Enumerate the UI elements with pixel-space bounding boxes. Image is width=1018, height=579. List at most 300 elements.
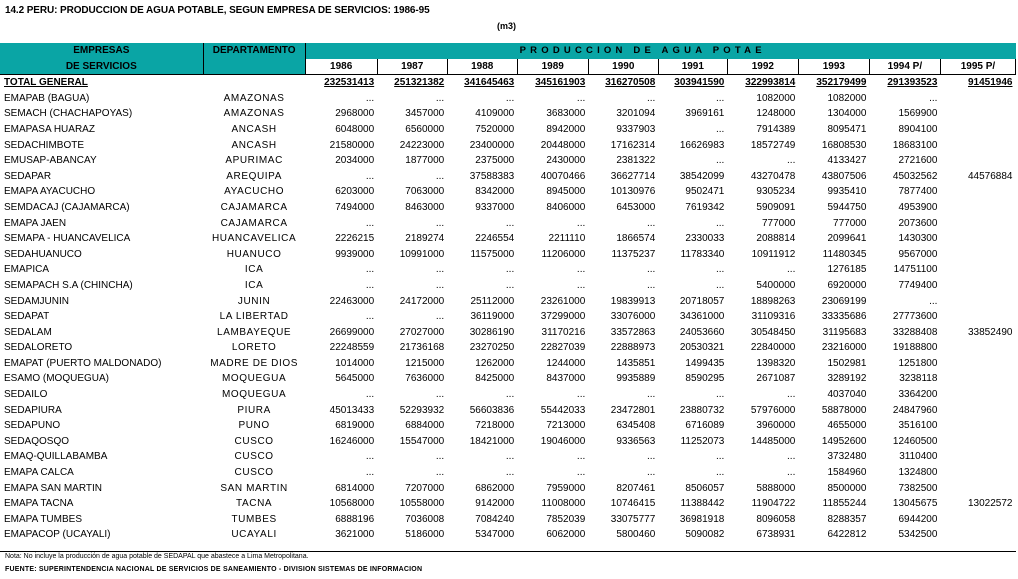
value-cell: 3621000 (335, 529, 375, 541)
value-cell: ... (576, 264, 586, 276)
value-cell: 4037040 (827, 389, 867, 401)
empresa-cell: EMAPA SAN MARTIN (4, 482, 102, 494)
total-value: 345161903 (535, 77, 586, 89)
value-cell (940, 527, 1015, 543)
departamento-cell: ICA (244, 279, 264, 291)
value-cell: 7218000 (475, 420, 515, 432)
value-cell: 37299000 (540, 311, 586, 323)
value-cell: 2189274 (405, 233, 445, 245)
value-cell (940, 294, 1015, 310)
production-table (0, 43, 1016, 543)
value-cell: 57976000 (750, 404, 796, 416)
empresa-cell: EMAQ-QUILLABAMBA (4, 451, 108, 463)
empresa-cell: SEDALORETO (4, 342, 73, 354)
value-cell (940, 138, 1015, 154)
value-cell: 24847960 (892, 404, 938, 416)
year-header: 1989 (517, 59, 588, 75)
value-cell: 23472801 (610, 404, 656, 416)
year-header: 1994 P/ (869, 59, 940, 75)
value-cell: 11480345 (822, 248, 867, 260)
empresa-cell: EMAPA JAEN (4, 217, 67, 229)
value-cell: 21580000 (329, 139, 375, 151)
value-cell (940, 371, 1015, 387)
year-header: 1986 (305, 59, 377, 75)
value-cell: 777000 (833, 217, 867, 229)
value-cell: 7749400 (898, 279, 938, 291)
value-cell: 8207461 (616, 482, 656, 494)
value-cell: ... (576, 389, 586, 401)
value-cell: 33288408 (892, 326, 938, 338)
unit-label: (m3) (497, 21, 517, 31)
value-cell: 22248559 (329, 342, 375, 354)
departamento-cell: LAMBAYEQUE (217, 326, 292, 338)
empresa-cell: SEMAPA - HUANCAVELICA (4, 233, 131, 245)
value-cell: ... (435, 389, 445, 401)
value-cell: 7494000 (335, 201, 375, 213)
value-cell (940, 465, 1015, 481)
value-cell: 18572749 (750, 139, 796, 151)
value-cell: ... (505, 279, 515, 291)
value-cell: 6819000 (335, 420, 375, 432)
value-cell (940, 356, 1015, 372)
value-cell: ... (505, 264, 515, 276)
value-cell: ... (435, 279, 445, 291)
empresa-cell: SEMACH (CHACHAPOYAS) (4, 108, 133, 120)
empresa-cell: SEDALAM (4, 326, 52, 338)
value-cell: ... (505, 389, 515, 401)
table-row (0, 371, 1016, 387)
value-cell (940, 91, 1015, 107)
value-cell: 33076000 (610, 311, 656, 323)
departamento-cell: ANCASH (231, 123, 277, 135)
value-cell: 11252073 (680, 435, 725, 447)
value-cell: 20530321 (679, 342, 725, 354)
value-cell: 58878000 (821, 404, 867, 416)
departamento-cell: CUSCO (234, 467, 274, 479)
empresa-cell: EMAPACOP (UCAYALI) (4, 529, 111, 541)
value-cell: 24223000 (399, 139, 445, 151)
value-cell: ... (365, 389, 375, 401)
total-label: TOTAL GENERAL (4, 77, 88, 89)
value-cell: 5800460 (616, 529, 656, 541)
value-cell: 8437000 (546, 373, 586, 385)
value-cell: 4133427 (827, 155, 867, 167)
value-cell: 16246000 (329, 435, 375, 447)
value-cell: 6560000 (405, 123, 445, 135)
value-cell: 2034000 (335, 155, 375, 167)
departamento-cell: MOQUEGUA (221, 373, 287, 385)
value-cell: 3960000 (756, 420, 796, 432)
value-cell: 38542099 (679, 170, 725, 182)
value-cell: ... (435, 92, 445, 104)
departamento-cell: ICA (244, 264, 264, 276)
value-cell (940, 278, 1015, 294)
year-header: 1992 (727, 59, 798, 75)
year-header: 1987 (377, 59, 447, 75)
value-cell: ... (365, 92, 375, 104)
value-cell: 7382500 (898, 482, 938, 494)
empresa-cell: EMAPA AYACUCHO (4, 186, 96, 198)
header-row-1 (0, 43, 1016, 59)
value-cell: 3238118 (899, 373, 938, 385)
table-row (0, 309, 1016, 325)
table-row (0, 184, 1016, 200)
value-cell: 22827039 (540, 342, 586, 354)
empresa-cell: EMUSAP-ABANCAY (4, 155, 97, 167)
value-cell: 6920000 (827, 279, 867, 291)
empresa-cell: SEMAPACH S.A (CHINCHA) (4, 279, 133, 291)
value-cell: ... (576, 279, 586, 291)
value-cell: 7636000 (405, 373, 445, 385)
total-value: 291393523 (887, 77, 938, 89)
value-cell: 8590295 (685, 373, 725, 385)
value-cell (940, 418, 1015, 434)
empresa-cell: EMAPA TACNA (4, 498, 74, 510)
departamento-cell: CAJAMARCA (220, 201, 288, 213)
value-cell: 8500000 (827, 482, 867, 494)
header-de-servicios: DE SERVICIOS (0, 59, 203, 75)
value-cell: ... (505, 451, 515, 463)
value-cell: ... (435, 170, 445, 182)
value-cell: ... (646, 389, 656, 401)
table-row (0, 262, 1016, 278)
empresa-cell: SEDAPUNO (4, 420, 61, 432)
value-cell: 23069199 (821, 295, 867, 307)
value-cell: 8463000 (405, 201, 445, 213)
value-cell: ... (787, 264, 796, 276)
value-cell: 6422812 (827, 529, 867, 541)
value-cell: 56603836 (469, 404, 515, 416)
value-cell: ... (715, 123, 725, 135)
value-cell: 1569900 (898, 108, 938, 120)
empresa-cell: SEDAPIURA (4, 404, 62, 416)
value-cell: 4109000 (475, 108, 515, 120)
value-cell: 7063000 (405, 186, 445, 198)
departamento-cell: PUNO (238, 420, 270, 432)
value-cell: 12460500 (892, 435, 938, 447)
value-cell: 5645000 (335, 373, 375, 385)
table-row (0, 294, 1016, 310)
table-row (0, 138, 1016, 154)
value-cell: 1262000 (475, 357, 515, 369)
value-cell: 8425000 (475, 373, 515, 385)
value-cell: 13022572 (968, 498, 1013, 510)
value-cell: ... (929, 92, 938, 104)
value-cell: 1499435 (685, 357, 725, 369)
value-cell: 14751100 (893, 264, 938, 276)
value-cell: 10130976 (610, 186, 656, 198)
table-row (0, 481, 1016, 497)
empresa-cell: SEMDACAJ (CAJAMARCA) (4, 201, 130, 213)
value-cell: ... (715, 451, 725, 463)
value-cell: 27027000 (399, 326, 445, 338)
value-cell: 1430300 (898, 233, 938, 245)
value-cell: 6453000 (616, 201, 656, 213)
value-cell: 24053660 (679, 326, 725, 338)
table-row (0, 340, 1016, 356)
value-cell: 1082000 (827, 92, 867, 104)
value-cell: 5186000 (405, 529, 445, 541)
table-row (0, 106, 1016, 122)
value-cell: ... (576, 217, 586, 229)
empresa-cell: EMAPASA HUARAZ (4, 123, 95, 135)
value-cell: 20718057 (679, 295, 725, 307)
total-value: 303941590 (674, 77, 725, 89)
empresa-cell: SEDAQOSQO (4, 435, 70, 447)
value-cell: ... (576, 451, 586, 463)
value-cell: 5347000 (475, 529, 515, 541)
value-cell: 11008000 (541, 498, 586, 510)
value-cell: 8288357 (827, 513, 867, 525)
value-cell (940, 184, 1015, 200)
empresa-cell: EMAPAB (BAGUA) (4, 92, 90, 104)
empresa-cell: SEDAILO (4, 389, 48, 401)
value-cell: 10568000 (329, 498, 375, 510)
table-row (0, 387, 1016, 403)
total-value: 251321382 (394, 77, 445, 89)
value-cell: ... (435, 311, 445, 323)
value-cell: 7619342 (685, 201, 725, 213)
value-cell: ... (365, 279, 375, 291)
value-cell: 31170216 (541, 326, 586, 338)
table-row (0, 216, 1016, 232)
value-cell: 14485000 (750, 435, 796, 447)
value-cell: 22888973 (610, 342, 656, 354)
value-cell: 6888196 (335, 513, 375, 525)
value-cell: 37588383 (469, 170, 515, 182)
value-cell: 1251800 (898, 357, 938, 369)
value-cell: 33852490 (968, 326, 1013, 338)
value-cell: 7207000 (405, 482, 445, 494)
value-cell: 2099641 (827, 233, 867, 245)
value-cell: ... (929, 295, 938, 307)
value-cell: 7084240 (475, 513, 515, 525)
table-row (0, 325, 1016, 341)
table-row (0, 465, 1016, 481)
value-cell: ... (646, 92, 656, 104)
value-cell: 1276185 (827, 264, 867, 276)
value-cell: 17162314 (610, 139, 656, 151)
departamento-cell: JUNIN (237, 295, 271, 307)
header-departamento: DEPARTAMENTO (203, 43, 305, 59)
value-cell: 55442033 (540, 404, 586, 416)
total-value: 352179499 (816, 77, 867, 89)
value-cell: 2721600 (898, 155, 938, 167)
value-cell: 8942000 (546, 123, 586, 135)
table-row (0, 247, 1016, 263)
table-row (0, 449, 1016, 465)
value-cell: ... (715, 389, 725, 401)
value-cell: 23261000 (540, 295, 586, 307)
table-row (0, 356, 1016, 372)
value-cell: 1435851 (616, 357, 656, 369)
value-cell: 43270478 (750, 170, 796, 182)
value-cell: 1215000 (405, 357, 445, 369)
value-cell (940, 340, 1015, 356)
value-cell: 5944750 (827, 201, 867, 213)
table-row (0, 434, 1016, 450)
value-cell: 11575000 (470, 248, 515, 260)
value-cell: 3201094 (616, 108, 656, 120)
empresa-cell: EMAPICA (4, 264, 50, 276)
value-cell: ... (715, 279, 725, 291)
value-cell: 43807506 (821, 170, 867, 182)
departamento-cell: MOQUEGUA (221, 389, 287, 401)
departamento-cell: HUANUCO (226, 248, 282, 260)
value-cell (940, 403, 1015, 419)
value-cell: 2381322 (616, 155, 656, 167)
value-cell (940, 434, 1015, 450)
value-cell: ... (787, 389, 796, 401)
empresa-cell: EMAPAT (PUERTO MALDONADO) (4, 357, 162, 369)
value-cell: 11375237 (611, 248, 656, 260)
value-cell: 3732480 (827, 451, 867, 463)
value-cell: 7213000 (546, 420, 586, 432)
value-cell (940, 387, 1015, 403)
value-cell: 6814000 (335, 482, 375, 494)
value-cell: 9502471 (685, 186, 725, 198)
value-cell: ... (715, 155, 725, 167)
value-cell (940, 216, 1015, 232)
value-cell: 2671087 (756, 373, 796, 385)
value-cell: 6862000 (475, 482, 515, 494)
total-dep (203, 75, 305, 91)
value-cell: 7520000 (475, 123, 515, 135)
table-row (0, 278, 1016, 294)
value-cell: 7914389 (756, 123, 796, 135)
empresa-cell: EMAPA CALCA (4, 467, 74, 479)
value-cell: 3364200 (898, 389, 938, 401)
value-cell: ... (646, 264, 656, 276)
value-cell: 19839913 (610, 295, 656, 307)
value-cell: 1584960 (827, 467, 867, 479)
value-cell: 9142000 (475, 498, 515, 510)
empresa-cell: ESAMO (MOQUEGUA) (4, 373, 110, 385)
value-cell: 8506057 (685, 482, 725, 494)
value-cell: ... (435, 451, 445, 463)
value-cell: 10746415 (610, 498, 656, 510)
value-cell: 9567000 (898, 248, 938, 260)
departamento-cell: HUANCAVELICA (211, 233, 297, 245)
departamento-cell: APURIMAC (225, 155, 283, 167)
value-cell: 23400000 (469, 139, 515, 151)
value-cell (940, 449, 1015, 465)
value-cell: 3683000 (546, 108, 586, 120)
empresa-cell: SEDAPAR (4, 170, 52, 182)
value-cell: 1502981 (827, 357, 867, 369)
value-cell: 3969161 (685, 108, 725, 120)
value-cell: ... (365, 467, 375, 479)
value-cell: 11206000 (541, 248, 586, 260)
value-cell: ... (505, 217, 515, 229)
value-cell: 9336563 (616, 435, 656, 447)
table-row (0, 169, 1016, 185)
value-cell: ... (646, 467, 656, 479)
value-cell: 10991000 (399, 248, 445, 260)
total-value: 322993814 (745, 77, 796, 89)
value-cell: 3289192 (827, 373, 867, 385)
header-banner: PRODUCCION DE AGUA POTAE (305, 43, 1015, 59)
departamento-cell: CUSCO (234, 451, 274, 463)
value-cell: 40070466 (540, 170, 586, 182)
value-cell: 11855244 (822, 498, 867, 510)
value-cell: 7877400 (898, 186, 938, 198)
empresa-cell: SEDAHUANUCO (4, 248, 82, 260)
value-cell: 1398320 (756, 357, 796, 369)
value-cell: 13045675 (892, 498, 938, 510)
value-cell: 33335686 (821, 311, 867, 323)
value-cell: 36119000 (470, 311, 515, 323)
departamento-cell: AMAZONAS (223, 92, 285, 104)
value-cell: 45013433 (329, 404, 375, 416)
value-cell: 31109316 (751, 311, 796, 323)
value-cell: ... (435, 217, 445, 229)
value-cell: ... (646, 217, 656, 229)
value-cell: 26699000 (329, 326, 375, 338)
value-cell: 34361000 (679, 311, 725, 323)
departamento-cell: AREQUIPA (226, 170, 282, 182)
value-cell: 9935889 (616, 373, 656, 385)
value-cell: 10558000 (399, 498, 445, 510)
value-cell: 2073600 (898, 217, 938, 229)
total-value: 232531413 (324, 77, 375, 89)
departamento-cell: TACNA (236, 498, 273, 510)
value-cell: 44576884 (968, 170, 1013, 182)
value-cell: 6062000 (546, 529, 586, 541)
empresa-cell: SEDACHIMBOTE (4, 139, 85, 151)
table-row (0, 496, 1016, 512)
value-cell: ... (505, 92, 515, 104)
header-empresas: EMPRESAS (0, 43, 203, 59)
header-row-2 (0, 59, 1016, 75)
value-cell: 5342500 (898, 529, 938, 541)
value-cell: 22840000 (750, 342, 796, 354)
value-cell: ... (715, 264, 725, 276)
value-cell (940, 309, 1015, 325)
value-cell: 8406000 (546, 201, 586, 213)
value-cell: 6048000 (335, 123, 375, 135)
value-cell: ... (787, 451, 796, 463)
value-cell: 23216000 (821, 342, 867, 354)
value-cell: 14952600 (821, 435, 867, 447)
value-cell: ... (435, 467, 445, 479)
value-cell: 5090082 (685, 529, 725, 541)
value-cell: 2246554 (475, 233, 515, 245)
footer-divider (0, 551, 1016, 552)
value-cell: 10911912 (751, 248, 796, 260)
table-row (0, 527, 1016, 543)
value-cell: ... (787, 155, 796, 167)
value-cell: 8096058 (756, 513, 796, 525)
value-cell: 36981918 (679, 513, 725, 525)
empresa-cell: SEDAMJUNIN (4, 295, 70, 307)
departamento-cell: LA LIBERTAD (219, 311, 289, 323)
value-cell: 6345408 (616, 420, 656, 432)
value-cell: 1877000 (405, 155, 445, 167)
value-cell: 2375000 (475, 155, 515, 167)
value-cell: 7036008 (405, 513, 445, 525)
value-cell: 6944200 (898, 513, 938, 525)
value-cell (940, 231, 1015, 247)
value-cell: 9337000 (475, 201, 515, 213)
departamento-cell: CAJAMARCA (220, 217, 288, 229)
value-cell: 3457000 (405, 108, 445, 120)
value-cell: ... (365, 264, 375, 276)
value-cell: 16808530 (821, 139, 867, 151)
departamento-cell: UCAYALI (231, 529, 277, 541)
value-cell: 5888000 (756, 482, 796, 494)
table-row (0, 91, 1016, 107)
